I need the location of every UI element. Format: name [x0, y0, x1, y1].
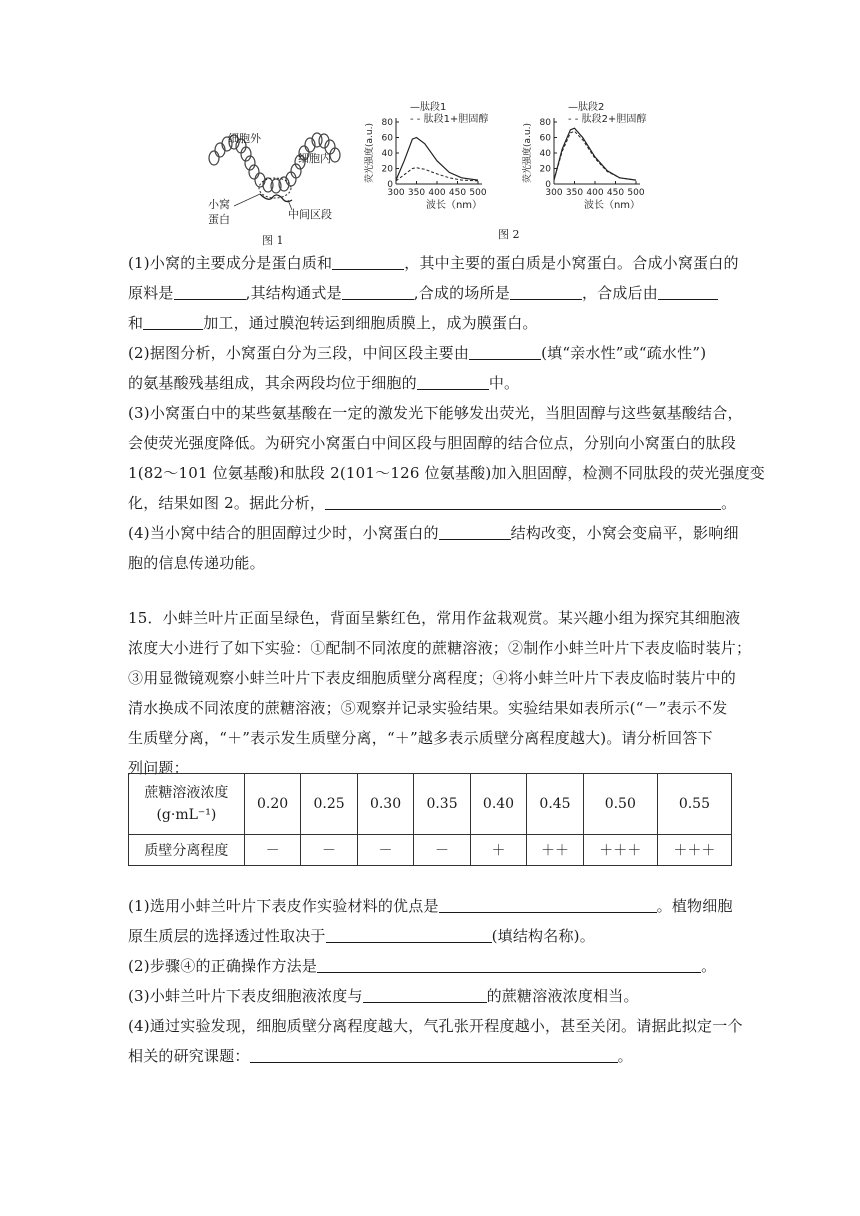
x-tick-label: 450 [606, 188, 625, 198]
y-tick-label: 80 [381, 118, 393, 128]
q14-line8: 1(82～101 位氨基酸)和肽段 2(101～126 位氨基酸)加入胆固醇，检测不同肽段的荧光强度变 [128, 464, 765, 482]
x-tick-label: 500 [469, 188, 487, 198]
y-tick-label: 40 [539, 149, 551, 159]
table-cell: 0.40 [470, 774, 526, 835]
table-row-concentration [129, 774, 732, 835]
x-tick-label: 400 [586, 188, 604, 198]
q15-sub1-cont: 原生质层的选择透过性取决于 (填结构名称)。 [128, 927, 595, 945]
answer-blank[interactable] [439, 523, 511, 540]
figure1-membrane-diagram [200, 128, 350, 240]
q14-line11: 胞的信息传递功能。 [128, 554, 265, 572]
table-cell: ＋＋ [527, 835, 583, 866]
q14-line9: 化，结果如图 2。据此分析， 。 [128, 494, 737, 512]
y-tick-label: 20 [539, 164, 551, 175]
table-cell: 0.50 [583, 774, 657, 835]
answer-blank[interactable] [143, 313, 203, 330]
q14-line5: 的氨基酸残基组成，其余两段均位于细胞的 中。 [128, 374, 520, 392]
table-cell: － [301, 835, 357, 866]
q14-line3: 和 加工，通过膜泡转运到细胞质膜上，成为膜蛋白。 [128, 314, 538, 332]
figure2-caption: 图 2 [498, 228, 520, 241]
table-row-plasmolysis [129, 835, 732, 866]
q15-line4: 清水换成不同浓度的蔗糖溶液；⑤观察并记录实验结果。实验结果如表所示(“－”表示不发 [128, 699, 728, 717]
x-axis-label: 波长（nm） [425, 200, 483, 211]
figure2-chart-peptide1 [358, 100, 508, 216]
answer-blank[interactable] [174, 283, 246, 300]
label-cell-outside: 细胞外 [228, 132, 261, 145]
results-table [128, 773, 732, 866]
q15-line2: 浓度大小进行了如下实验：①配制不同浓度的蔗糖溶液；②制作小蚌兰叶片下表皮临时装片； [128, 639, 752, 657]
y-axis-label: 荧光强度(a.u.) [523, 123, 533, 183]
legend-solid: —肽段1 [410, 102, 447, 113]
y-axis-label: 荧光强度(a.u.) [365, 123, 375, 183]
table-cell: 0.55 [657, 774, 731, 835]
y-tick-label: 60 [381, 133, 393, 144]
table-row-label: 质壁分离程度 [129, 835, 245, 866]
answer-blank[interactable] [250, 1046, 618, 1063]
q14-line6: (3)小窝蛋白中的某些氨基酸在一定的激发光下能够发出荧光，当胆固醇与这些氨基酸结合， [128, 404, 743, 422]
x-tick-label: 350 [565, 188, 584, 198]
series-line-solid [554, 128, 636, 180]
x-tick-label: 300 [387, 188, 405, 198]
y-tick-label: 20 [381, 164, 393, 175]
table-cell: ＋ [470, 835, 526, 866]
legend-solid: —肽段2 [568, 102, 605, 113]
label-cell-inside: 细胞内 [298, 152, 331, 165]
table-header-cell: 蔗糖溶液浓度 (g·mL⁻¹) [129, 774, 245, 835]
x-tick-label: 350 [407, 188, 426, 198]
x-tick-label: 500 [627, 188, 645, 198]
answer-blank[interactable] [332, 253, 404, 270]
q14-line2: 原料是 ,其结构通式是 ,合成的场所是 ，合成后由 [128, 280, 740, 306]
q15-line5: 生质壁分离，“＋”表示发生质壁分离，“＋”越多表示质壁分离程度越大)。请分析回答下 [128, 729, 713, 747]
answer-blank[interactable] [326, 926, 492, 943]
table-cell: 0.30 [357, 774, 413, 835]
legend-dashed: - - 肽段1+胆固醇 [410, 114, 489, 125]
table-cell: 0.25 [301, 774, 357, 835]
answer-blank[interactable] [439, 896, 657, 913]
q15-sub4-cont: 相关的研究课题： 。 [128, 1047, 633, 1065]
table-cell: 0.35 [414, 774, 470, 835]
q15-line6: 列问题： [128, 759, 189, 777]
answer-blank[interactable] [363, 986, 487, 1003]
table-cell: － [244, 835, 300, 866]
y-tick-label: 0 [545, 180, 551, 190]
q15-sub1: (1)选用小蚌兰叶片下表皮作实验材料的优点是 。植物细胞 [128, 897, 733, 915]
y-tick-label: 0 [387, 180, 393, 190]
q14-line7: 会使荧光强度降低。为研究小窝蛋白中间区段与胆固醇的结合位点，分别向小窝蛋白的肽段 [128, 434, 737, 452]
q14-line1: (1)小窝的主要成分是蛋白质和 ，其中主要的蛋白质是小窝蛋白。合成小窝蛋白的 [128, 254, 739, 272]
answer-blank[interactable] [510, 283, 582, 300]
label-middle-segment: 中间区段 [288, 208, 332, 221]
table-cell: 0.45 [527, 774, 583, 835]
table-cell: 0.20 [244, 774, 300, 835]
q15-line1: 15．小蚌兰叶片正面呈绿色，背面呈紫红色，常用作盆栽观赏。某兴趣小组为探究其细胞液 [128, 609, 741, 627]
answer-blank[interactable] [417, 373, 489, 390]
q15-line3: ③用显微镜观察小蚌兰叶片下表皮细胞质壁分离程度；④将小蚌兰叶片下表皮临时装片中的 [128, 669, 737, 687]
label-caveolin-line1: 小窝 [208, 198, 230, 211]
y-tick-label: 40 [381, 149, 393, 159]
table-cell: － [414, 835, 470, 866]
figure1-caption: 图 1 [262, 234, 284, 247]
figure-area [200, 100, 670, 245]
q15-sub3: (3)小蚌兰叶片下表皮细胞液浓度与 的蔗糖溶液浓度相当。 [128, 987, 639, 1005]
answer-blank[interactable] [317, 956, 701, 973]
legend-dashed: - - 肽段2+胆固醇 [568, 114, 647, 125]
figure2-chart-peptide2 [516, 100, 666, 216]
answer-blank[interactable] [325, 493, 721, 510]
q14-line10: (4)当小窝中结合的胆固醇过少时，小窝蛋白的 结构改变，小窝会变扁平，影响细 [128, 524, 739, 542]
q14-line4: (2)据图分析，小窝蛋白分为三段，中间区段主要由 (填“亲水性”或“疏水性”) [128, 344, 707, 362]
x-tick-label: 300 [545, 188, 563, 198]
table-cell: ＋＋＋ [583, 835, 657, 866]
answer-blank[interactable] [469, 343, 541, 360]
q15-sub4: (4)通过实验发现，细胞质壁分离程度越大，气孔张开程度越小，甚至关闭。请据此拟定一个 [128, 1017, 743, 1035]
table-cell: － [357, 835, 413, 866]
answer-blank[interactable] [342, 283, 414, 300]
x-tick-label: 400 [428, 188, 446, 198]
x-tick-label: 450 [448, 188, 467, 198]
x-axis-label: 波长（nm） [583, 200, 641, 211]
answer-blank[interactable] [658, 283, 718, 300]
y-tick-label: 80 [539, 118, 551, 128]
y-tick-label: 60 [539, 133, 551, 144]
q15-sub2: (2)步骤④的正确操作方法是 。 [128, 957, 717, 975]
label-caveolin-line2: 蛋白 [208, 213, 230, 226]
table-cell: ＋＋＋ [657, 835, 731, 866]
